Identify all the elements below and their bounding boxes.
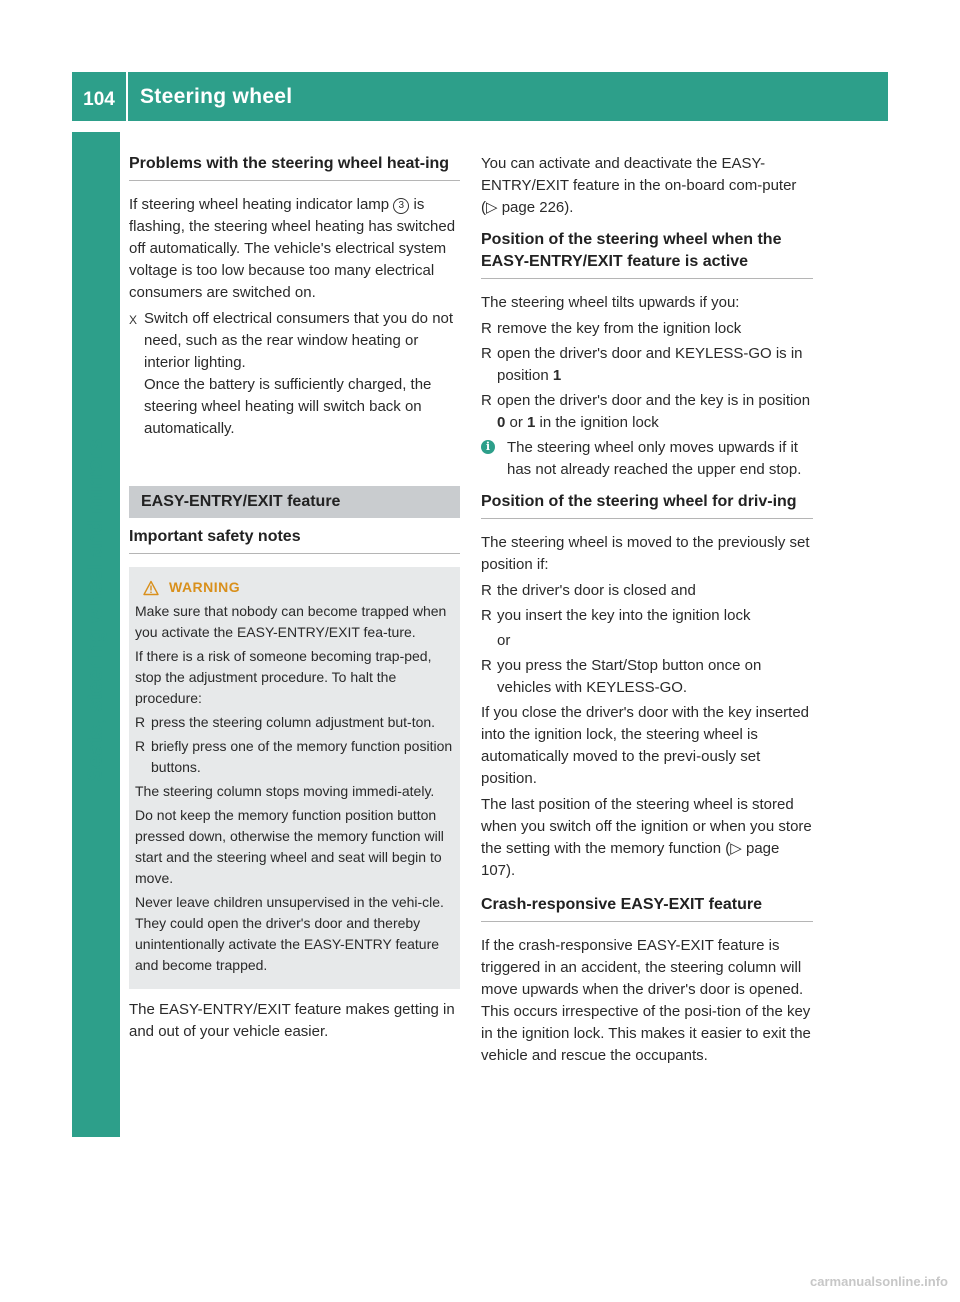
page-number: 104 (83, 88, 115, 110)
bullet-text: you press the Start/Stop button once on vehicles with KEYLESS-GO. (497, 657, 762, 696)
position-value: 1 (552, 367, 562, 384)
easy-entry-description: The EASY-ENTRY/EXIT feature makes getting in and out of your vehicle easier. (129, 1001, 455, 1040)
position-value: 1 (527, 414, 536, 431)
action-step (129, 308, 460, 440)
bullet-icon: R (481, 345, 492, 362)
bullet-text: you insert the key into the ignition lock (497, 607, 751, 624)
tilt-bullet (481, 318, 813, 340)
heading-position-active: Position of the steering wheel when the EASY-ENTRY/EXIT feature is active (481, 229, 813, 279)
heading-crash: Crash-responsive EASY-EXIT feature (481, 894, 813, 922)
info-text: The steering wheel only moves upwards if it has not already reached the upper end stop. (507, 439, 802, 478)
bullet-text: or (505, 414, 528, 431)
moved-paragraph: The steering wheel is moved to the previously set position if: (481, 534, 810, 573)
bullet-icon: R (481, 607, 492, 624)
warning-p2: If there is a risk of someone becoming trap-ped, stop the adjustment procedure. To halt the procedure: (135, 648, 432, 706)
warning-triangle-icon (143, 580, 159, 596)
bullet-text: press the steering column adjustment but-ton. (151, 714, 436, 730)
position-value: 0 (497, 414, 506, 431)
step-arrow-icon: X (129, 313, 138, 327)
tilt-bullet (481, 390, 813, 434)
warning-bullet (135, 712, 454, 733)
problems-text-a: If steering wheel heating indicator lamp (129, 196, 390, 213)
last-position-paragraph: The last position of the steering wheel is stored when you switch off the ignition or when you store the setting with the memory function (▷ page 107). (481, 796, 812, 879)
page-title: Steering wheel (140, 84, 293, 108)
warning-header (143, 577, 454, 598)
or-text: or (497, 632, 511, 649)
page-header (72, 72, 888, 121)
bullet-icon: R (135, 738, 146, 754)
problems-paragraph (129, 194, 460, 304)
warning-box (129, 567, 460, 989)
warning-p3: The steering column stops moving immedi-ately. (135, 783, 435, 799)
tilt-bullet (481, 343, 813, 387)
intro-paragraph: You can activate and deactivate the EASY-ENTRY/EXIT feature in the on-board com-puter (▷ page 226). (481, 155, 797, 216)
step-text: Switch off electrical consumers that you do not need, such as the rear window heating or interior lighting. (144, 310, 454, 371)
info-note (481, 437, 813, 481)
close-paragraph: If you close the driver's door with the key inserted into the ignition lock, the steering wheel is automatically moved to the previ-ously set position. (481, 704, 810, 787)
bullet-icon: R (135, 714, 146, 730)
bullet-text: the driver's door is closed and (497, 582, 696, 599)
chapter-label-text: Seats, steering wheel and mirrors (84, 438, 107, 782)
bullet-text: briefly press one of the memory function position buttons. (151, 738, 453, 775)
driving-bullet (481, 580, 813, 602)
warning-p1: Make sure that nobody can become trapped when you activate the EASY-ENTRY/EXIT fea-ture. (135, 603, 447, 640)
watermark: carmanualsonline.info (810, 1274, 948, 1289)
driving-bullet (481, 605, 813, 627)
crash-paragraph: If the crash-responsive EASY-EXIT feature is triggered in an accident, the steering column will move upwards when the driver's door is opened. This occurs irrespective of the posi-tion of the key in the ignition lock. This makes it easier to exit the vehicle and rescue the occupants. (481, 937, 811, 1064)
bullet-text: open the driver's door and the key is in position (497, 392, 811, 409)
info-icon: i (481, 440, 495, 454)
heading-safety: Important safety notes (129, 526, 460, 554)
heading-problems: Problems with the steering wheel heat-ing (129, 153, 460, 181)
left-column (129, 153, 460, 1047)
heading-position-driving: Position of the steering wheel for driv-ing (481, 491, 813, 519)
bullet-icon: R (481, 582, 492, 599)
tilts-paragraph: The steering wheel tilts upwards if you: (481, 294, 740, 311)
bullet-icon: R (481, 320, 492, 337)
warning-p4: Do not keep the memory function position button pressed down, otherwise the memory function will start and the steering wheel and seat will begin to move. (135, 807, 444, 886)
bullet-icon: R (481, 392, 492, 409)
warning-p5: Never leave children unsupervised in the vehi-cle. They could open the driver's door and thereby unintentionally activate the EASY-ENTRY feature and become trapped. (135, 894, 444, 973)
bullet-text: remove the key from the ignition lock (497, 320, 742, 337)
bullet-icon: R (481, 657, 492, 674)
warning-bullet (135, 736, 454, 778)
problems-text-b: is flashing, the steering wheel heating has switched off automatically. The vehicle's electrical system voltage is too low because too many electrical consumers are switched on. (129, 196, 456, 301)
driving-bullet (481, 655, 813, 699)
lamp-reference-icon: 3 (393, 198, 409, 214)
section-title: EASY-ENTRY/EXIT feature (129, 486, 460, 518)
right-column (481, 153, 813, 1071)
step-followup: Once the battery is sufficiently charged, the steering wheel heating will switch back on automatically. (144, 376, 432, 437)
bullet-text: in the ignition lock (535, 414, 659, 431)
bullet-text: open the driver's door and KEYLESS-GO is in position (497, 345, 803, 384)
warning-title: WARNING (169, 579, 241, 595)
